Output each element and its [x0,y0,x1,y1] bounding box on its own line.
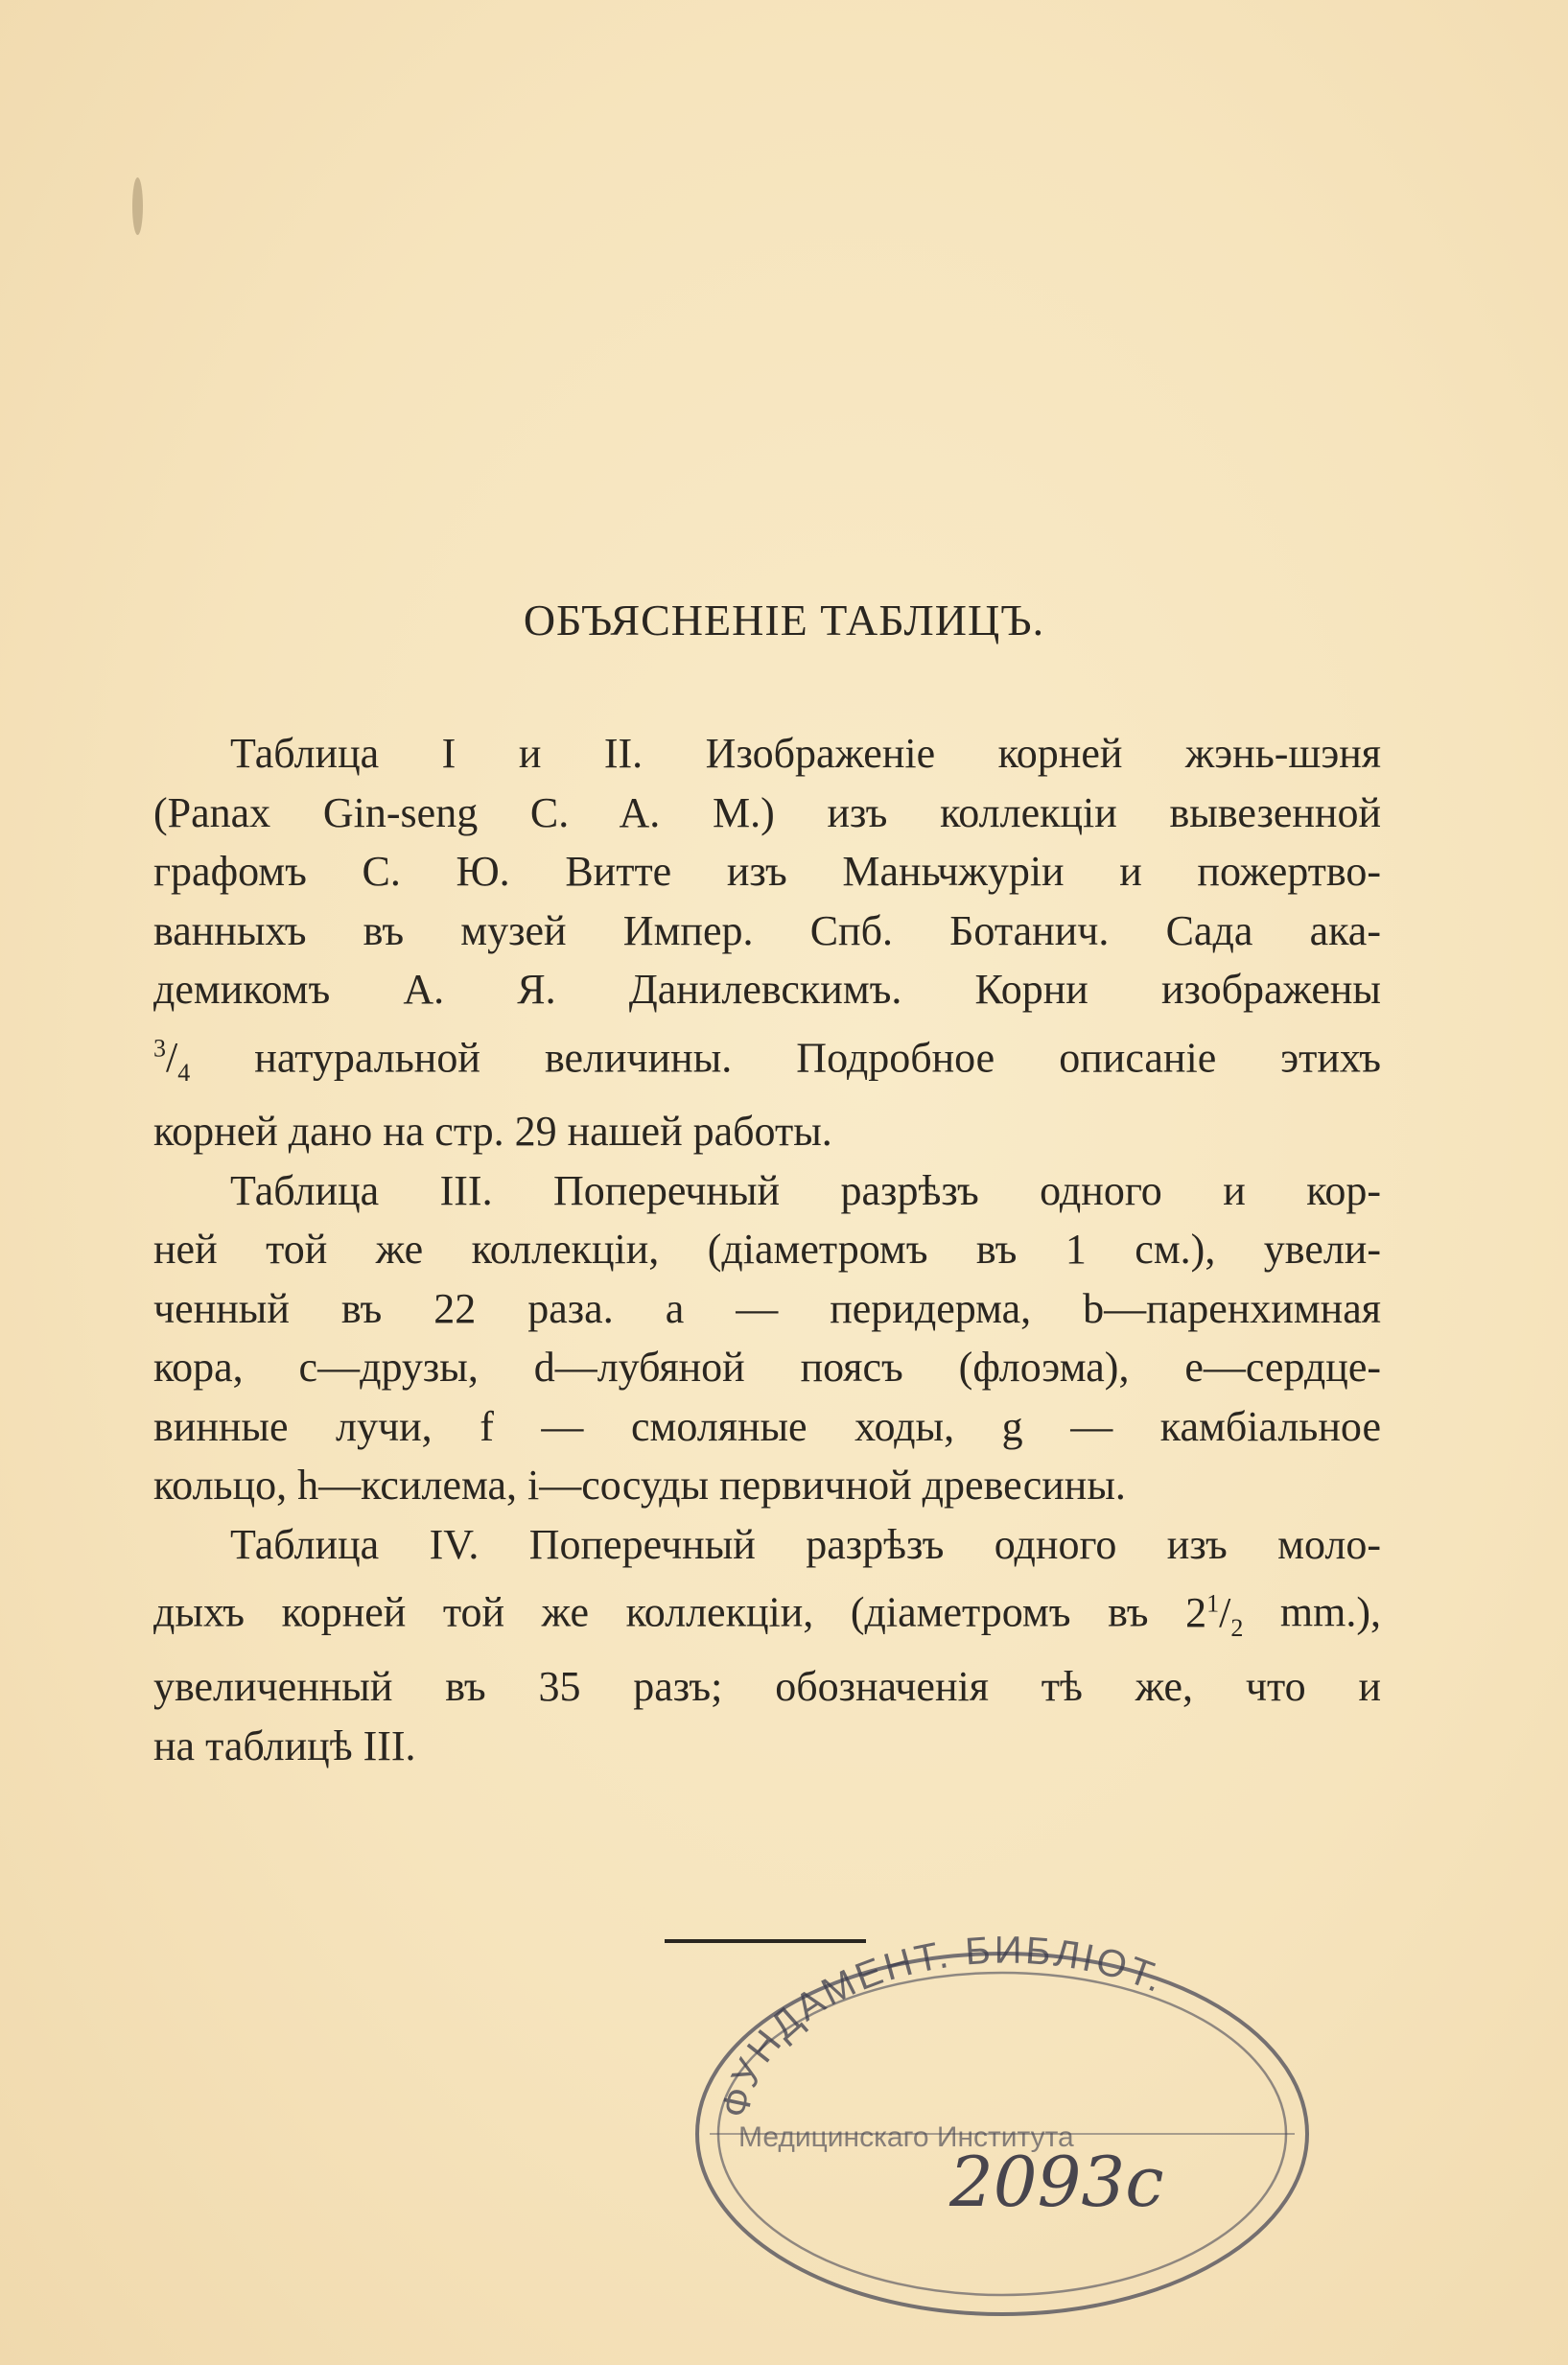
text-line: Таблица IV. Поперечный разрѣзъ одного изъ моло- [230,1520,1381,1568]
paper-smudge [132,177,143,235]
text-line-start: дыхъ корней той же коллекціи, (діаметромъ въ [153,1589,1149,1637]
stamp-handwritten-number: 2093с [949,2142,1164,2222]
text-line [153,1574,1381,1657]
text-line: ченный въ 22 раза. a — перидерма, b—паренхимная [153,1284,1381,1332]
text-line: демикомъ А. Я. Данилевскимъ. Корни изображены [153,966,1381,1013]
text-line: Таблица I и II. Изображеніе корней жэнь-шэня [230,730,1381,777]
text-line: (Panax Gin-seng C. A. M.) изъ коллекціи вывезенной [153,788,1381,836]
stamp-top-text: ФУНДАМЕНТ. БИБЛІОТ. [714,1929,1172,2121]
text-line: на таблицѣ III. [153,1721,416,1769]
fraction-denominator: 4 [177,1058,191,1087]
text-line [153,1019,1381,1103]
text-line: Таблица III. Поперечный разрѣзъ одного и кор- [230,1166,1381,1214]
text-line: ванныхъ въ музей Импер. Спб. Ботанич. Сада ака- [153,906,1381,954]
fraction-whole: 2 [1185,1589,1207,1637]
fraction-two-and-half: $2^1/_2$ [1185,1589,1244,1642]
page-title: ОБЪЯСНЕНІЕ ТАБЛИЦЪ. [523,596,1045,644]
fraction-numerator: 1 [1206,1589,1220,1618]
text-line: графомъ С. Ю. Витте изъ Маньчжуріи и пожертво- [153,848,1381,895]
text-line-rest: натуральной величины. Подробное описаніе этихъ [254,1034,1382,1082]
text-line: ней той же коллекціи, (діаметромъ въ 1 см.), увели- [153,1226,1381,1274]
text-line: увеличенный въ 35 разъ; обозначенія тѣ же, что и [153,1663,1381,1711]
library-stamp [671,1918,1343,2340]
text-line: кольцо, h—ксилема, i—сосуды первичной древесины. [153,1462,1126,1510]
fraction-three-quarters: $^3/_4$ [153,1034,191,1087]
text-line: корней дано на стр. 29 нашей работы. [153,1108,832,1156]
stamp-middle-text: Медицинскаго Института [738,2121,1074,2153]
fraction-numerator: 3 [153,1034,166,1063]
text-line-end: mm.), [1279,1589,1381,1637]
plates-explanation [153,724,1381,1775]
fraction-denominator: 2 [1230,1613,1244,1642]
text-line: винные лучи, f — смоляные ходы, g — камбіальное [153,1402,1381,1450]
text-line: кора, c—друзы, d—лубяной поясъ (флоэма), e—сердце- [153,1344,1381,1392]
